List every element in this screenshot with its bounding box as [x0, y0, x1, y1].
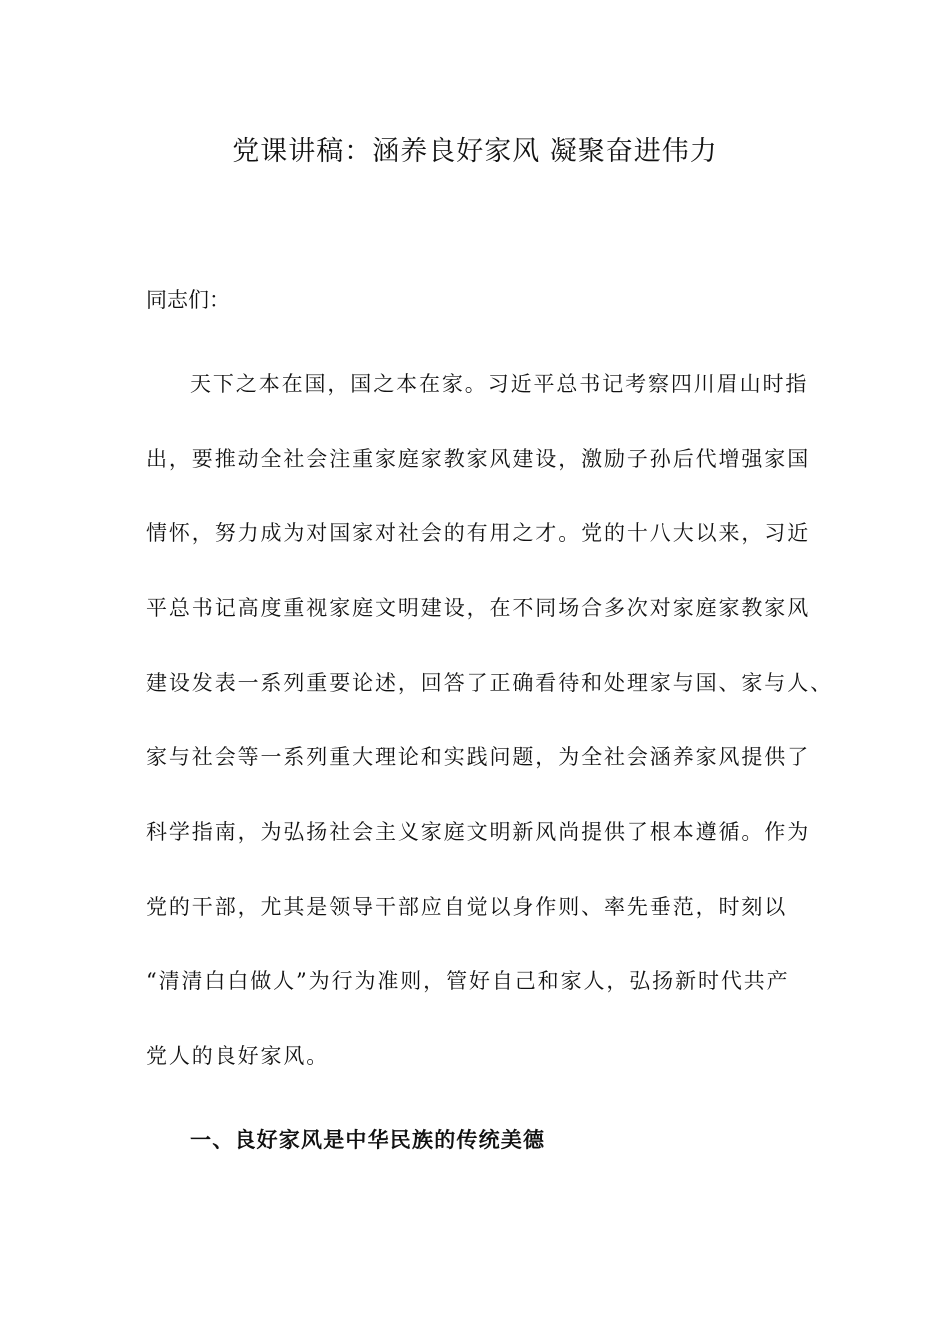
document-title: 党课讲稿：涵养良好家风 凝聚奋进伟力	[232, 136, 718, 167]
section-heading: 一、良好家风是中华民族的传统美德	[190, 1127, 546, 1152]
paragraph-line: 科学指南，为弘扬社会主义家庭文明新风尚提供了根本遵循。作为	[146, 820, 811, 844]
paragraph-line: 党人的良好家风。	[146, 1044, 330, 1068]
paragraph-line: 出，要推动全社会注重家庭家教家风建设，激励子孙后代增强家国	[146, 447, 811, 471]
paragraph-line: 天下之本在国，国之本在家。习近平总书记考察四川眉山时指	[190, 372, 809, 396]
paragraph-line: 平总书记高度重视家庭文明建设，在不同场合多次对家庭家教家风	[146, 596, 811, 620]
paragraph-line: 家与社会等一系列重大理论和实践问题，为全社会涵养家风提供了	[146, 745, 811, 769]
paragraph-line: 建设发表一系列重要论述，回答了正确看待和处理家与国、家与人、	[146, 671, 833, 695]
paragraph-line: 情怀，努力成为对国家对社会的有用之才。党的十八大以来，习近	[146, 521, 811, 545]
salutation: 同志们：	[146, 288, 230, 312]
paragraph-line: “清清白白做人”为行为准则，管好自己和家人，弘扬新时代共产	[146, 969, 790, 993]
paragraph-line: 党的干部，尤其是领导干部应自觉以身作则、率先垂范，时刻以	[146, 895, 788, 919]
